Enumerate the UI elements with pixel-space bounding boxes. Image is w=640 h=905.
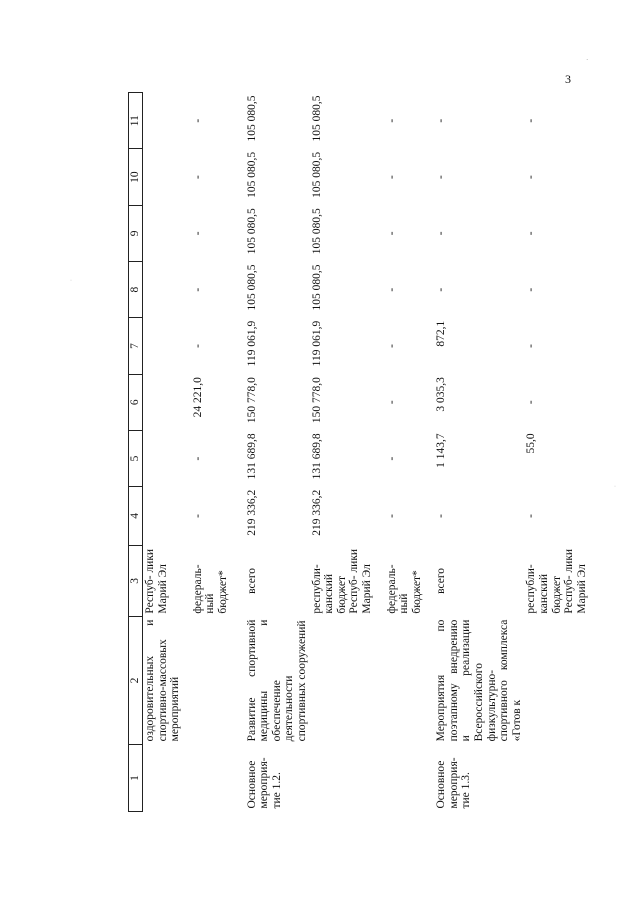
measure-code [385,744,425,811]
rotated-table-container [128,92,588,812]
value-cell [143,93,183,149]
value-cell: 105 080,5 [245,264,258,311]
value-cell: - [525,118,538,123]
value-cell: 131 689,8 [310,433,323,480]
table-row [310,93,375,812]
header-cell: 6 [129,374,143,430]
measure-code [191,744,231,811]
header-cell: 4 [129,487,143,545]
value-cell [143,318,183,374]
header-cell: 7 [129,318,143,374]
header-cell: 1 [129,744,143,811]
funding-source: федераль- ный бюджет* [385,564,423,614]
value-cell: - [385,514,398,518]
value-cell: - [191,231,204,236]
value-cell [143,374,183,430]
measure-title: Развитие спортивной медицины и обеспечение деятельности спортивных сооружений [245,619,308,742]
value-cell: 105 080,5 [245,151,258,198]
funding-source: республи- канский бюджет Респуб- лики Марий Эл [525,548,588,614]
value-cell: 105 080,5 [310,95,323,142]
table-row [191,93,231,812]
value-cell: - [191,456,204,461]
table-row [524,93,589,812]
budget-table [128,92,589,812]
value-cell [143,149,183,205]
scan-mark: · [586,56,589,64]
value-cell: 105 080,5 [310,208,323,255]
value-cell: 119 061,9 [310,320,323,367]
value-cell: - [385,231,398,236]
value-cell: 55,0 [525,433,538,454]
value-cell: - [385,456,398,461]
header-cell: 8 [129,262,143,318]
measure-title [191,617,231,745]
value-cell: 131 689,8 [245,433,258,480]
measure-title [524,617,589,745]
measure-code [310,744,375,811]
table-row [143,93,183,812]
value-cell: 219 336,2 [310,489,323,536]
value-cell: - [191,344,204,348]
value-cell [143,205,183,261]
value-cell: - [525,175,538,179]
table-row [434,93,524,812]
value-cell: 150 778,0 [310,377,323,424]
measure-code [524,744,589,811]
funding-source: всего [245,567,258,594]
table-header [129,93,143,812]
measure-code: Основное мероприя- тие 1.3. [435,757,473,809]
value-cell: - [385,175,398,179]
funding-source: федераль- ный бюджет* [191,564,229,614]
measure-code: Основное мероприя- тие 1.2. [245,757,283,809]
header-cell: 9 [129,205,143,261]
value-cell: - [385,344,398,348]
value-cell [143,487,183,545]
value-cell [143,262,183,318]
measure-title [385,617,425,745]
value-cell: 105 080,5 [245,95,258,142]
value-cell: 872,1 [435,320,448,347]
value-cell: - [385,287,398,292]
page-number: 3 [565,72,571,86]
scan-speck: · [70,278,72,284]
value-cell: - [191,175,204,179]
table-row [385,93,425,812]
value-cell: 1 143,7 [435,433,448,468]
table-row [245,93,310,812]
value-cell: - [435,231,448,236]
funding-source: республи- канский бюджет Респуб- лики Марий Эл [310,548,373,614]
value-cell: - [525,231,538,236]
value-cell: - [435,118,448,123]
value-cell: 105 080,5 [310,264,323,311]
measure-title [310,617,375,745]
value-cell: 3 035,3 [435,377,448,412]
header-cell: 3 [129,545,143,616]
value-cell [143,430,183,486]
measure-title: Мероприятия по поэтапному внедрению и реализации Всероссийского физкультурно- спортивного комплекса «Готов к [435,619,523,742]
value-cell: - [191,514,204,518]
header-cell: 2 [129,617,143,745]
funding-source: всего [435,567,448,594]
header-cell: 11 [129,93,143,149]
value-cell: - [435,287,448,292]
measure-code [143,744,183,811]
value-cell: 219 336,2 [245,489,258,536]
measure-title: оздоровительных и спортивно-массовых мероприятий [144,619,182,742]
value-cell: - [525,400,538,405]
scan-speck: · [614,484,616,490]
value-cell: 105 080,5 [310,151,323,198]
value-cell: 150 778,0 [245,377,258,424]
value-cell: - [525,514,538,518]
value-cell: - [191,287,204,292]
value-cell: 119 061,9 [245,320,258,367]
value-cell: - [385,400,398,405]
value-cell: - [435,175,448,179]
value-cell: - [525,344,538,348]
header-cell: 5 [129,430,143,486]
value-cell: - [435,514,448,518]
funding-source: Респуб- лики Марий Эл [144,548,169,614]
value-cell: - [525,287,538,292]
header-cell: 10 [129,149,143,205]
value-cell: 24 221,0 [191,377,204,418]
value-cell: - [385,118,398,123]
value-cell: - [191,118,204,123]
value-cell: 105 080,5 [245,208,258,255]
